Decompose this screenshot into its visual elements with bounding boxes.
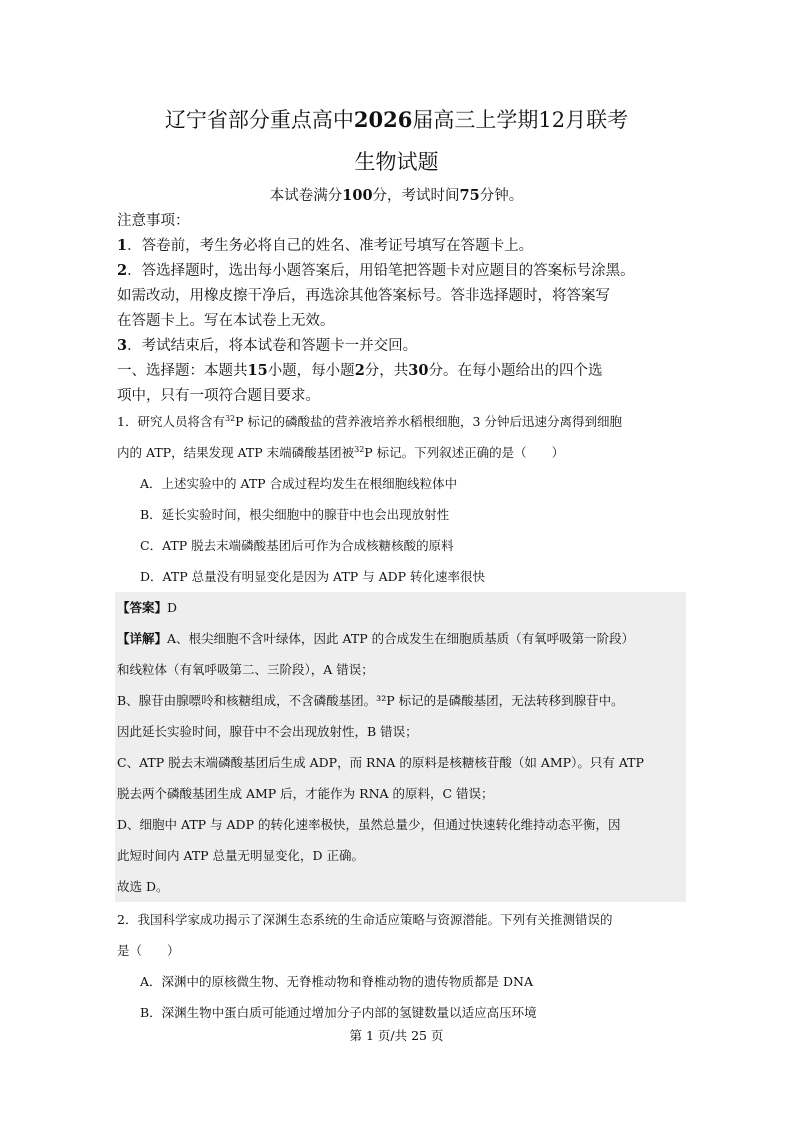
question-1-stem: 1．研究人员将含有$^{32}$P 标记的磷酸盐的营养液培养水稻根细胞，3 分钟后迅速分离得到细胞	[117, 414, 622, 429]
explanation-line: 和线粒体（有氧呼吸第二、三阶段），A 错误；	[117, 662, 374, 677]
section-heading: 一、选择题：本题共15小题，每小题2分，共30分。在每小题给出的四个选	[117, 362, 603, 379]
question-2-option-b: B．深渊生物中蛋白质可能通过增加分子内部的氢键数量以适应高压环境	[140, 1005, 537, 1020]
question-2-option-a: A．深渊中的原核微生物、无脊椎动物和脊椎动物的遗传物质都是 DNA	[140, 974, 533, 989]
answer-line: 【答案】D	[117, 600, 178, 615]
explanation-line: 【详解】A、根尖细胞不含叶绿体，因此 ATP 的合成发生在细胞质基质（有氧呼吸第一阶段）	[117, 631, 635, 646]
notice-item-continued: 如需改动，用橡皮擦干净后，再选涂其他答案标号。答非选择题时，将答案写	[117, 288, 610, 304]
page-number: 第 1 页/共 25 页	[349, 1028, 444, 1043]
explanation-line: D、细胞中 ATP 与 ADP 的转化速率极快，虽然总量少，但通过快速转化维持动态平衡，因	[117, 817, 621, 832]
notice-item-continued: 在答题卡上。写在本试卷上无效。	[117, 313, 335, 329]
explanation-line: C、ATP 脱去末端磷酸基团后生成 ADP，而 RNA 的原料是核糖核苷酸（如 AMP）。只有 ATP	[117, 755, 644, 770]
notice-item: 2．答选择题时，选出每小题答案后，用铅笔把答题卡对应题目的答案标号涂黑。	[117, 262, 635, 279]
question-1-option-d: D．ATP 总量没有明显变化是因为 ATP 与 ADP 转化速率很快	[140, 569, 486, 584]
question-1-option-b: B．延长实验时间，根尖细胞中的腺苷中也会出现放射性	[140, 507, 450, 522]
exam-title: 辽宁省部分重点高中2026届高三上学期12月联考	[164, 107, 629, 132]
question-1-option-c: C．ATP 脱去末端磷酸基团后可作为合成核糖核酸的原料	[140, 538, 454, 553]
explanation-line: 此短时间内 ATP 总量无明显变化，D 正确。	[117, 848, 365, 863]
section-heading-continued: 项中，只有一项符合题目要求。	[117, 388, 320, 404]
subject-title: 生物试题	[354, 150, 439, 174]
explanation-line: 因此延长实验时间，腺苷中不会出现放射性，B 错误；	[117, 724, 418, 739]
exam-info: 本试卷满分100分，考试时间75分钟。	[269, 187, 524, 204]
question-2-stem: 是（ ）	[117, 943, 180, 958]
question-2-stem: 2．我国科学家成功揭示了深渊生态系统的生命适应策略与资源潜能。下列有关推测错误的	[117, 912, 613, 927]
explanation-line: 脱去两个磷酸基团生成 AMP 后，才能作为 RNA 的原料，C 错误；	[117, 786, 494, 801]
question-1-option-a: A．上述实验中的 ATP 合成过程均发生在根细胞线粒体中	[140, 476, 458, 491]
notice-item: 3．考试结束后，将本试卷和答题卡一并交回。	[117, 337, 418, 354]
question-1-stem: 内的 ATP，结果发现 ATP 末端磷酸基团被$^{32}$P 标记。下列叙述正确的是（ ）	[117, 445, 565, 460]
notice-item: 1．答卷前，考生务必将自己的姓名、准考证号填写在答题卡上。	[117, 237, 534, 254]
explanation-conclusion: 故选 D。	[117, 879, 169, 894]
explanation-line: B、腺苷由腺嘌呤和核糖组成，不含磷酸基团。³²P 标记的是磷酸基团，无法转移到腺苷中。	[117, 693, 624, 708]
notice-heading: 注意事项：	[117, 213, 190, 229]
